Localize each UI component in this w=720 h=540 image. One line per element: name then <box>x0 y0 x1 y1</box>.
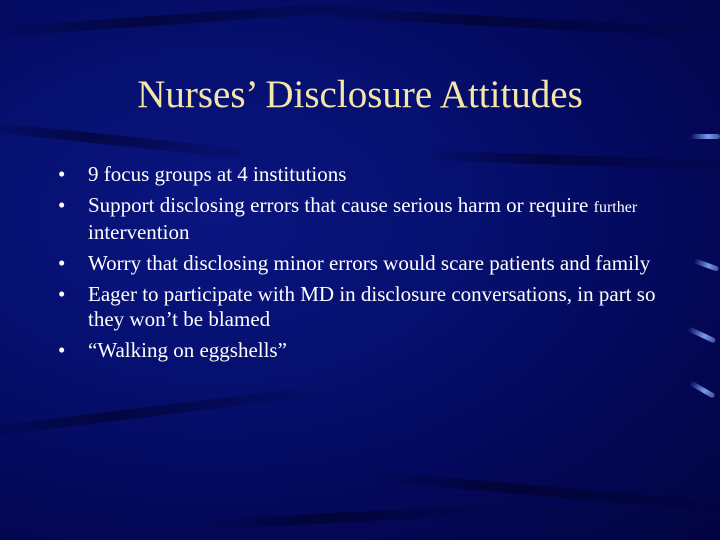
bullet-item <box>56 282 676 332</box>
glint-decoration <box>689 380 716 398</box>
bullet-text: 9 focus groups at 4 institutions <box>88 162 347 186</box>
slide-title: Nurses’ Disclosure Attitudes <box>137 73 583 116</box>
bullet-icon: • <box>58 282 66 306</box>
bullet-text: Support disclosing errors that cause serious harm or require <box>88 193 589 217</box>
background-streak <box>200 504 500 530</box>
glint-decoration <box>687 326 716 343</box>
bullet-text: Eager to participate with MD in disclosure conversations, in part so they won’t be blamed <box>88 282 656 331</box>
bullet-icon: • <box>58 338 66 362</box>
bullet-item <box>56 251 676 276</box>
background-streak <box>300 6 720 39</box>
bullet-list <box>56 162 676 369</box>
bullet-icon: • <box>58 162 66 186</box>
bullet-text: “Walking on eggshells” <box>88 338 287 362</box>
bullet-text-continuation: intervention <box>88 220 190 244</box>
bullet-text-small-run: further <box>593 199 638 216</box>
background-streak <box>0 120 269 161</box>
background-streak <box>0 0 399 38</box>
background-streak <box>0 384 338 440</box>
bullet-item <box>56 338 676 363</box>
bullet-item <box>56 162 676 187</box>
bullet-text: Worry that disclosing minor errors would scare patients and family <box>88 251 651 275</box>
glint-decoration <box>693 258 719 272</box>
bullet-item <box>56 193 676 245</box>
bullet-icon: • <box>58 193 66 217</box>
bullet-icon: • <box>58 251 66 275</box>
glint-decoration <box>690 134 720 139</box>
background-streak <box>360 470 720 513</box>
